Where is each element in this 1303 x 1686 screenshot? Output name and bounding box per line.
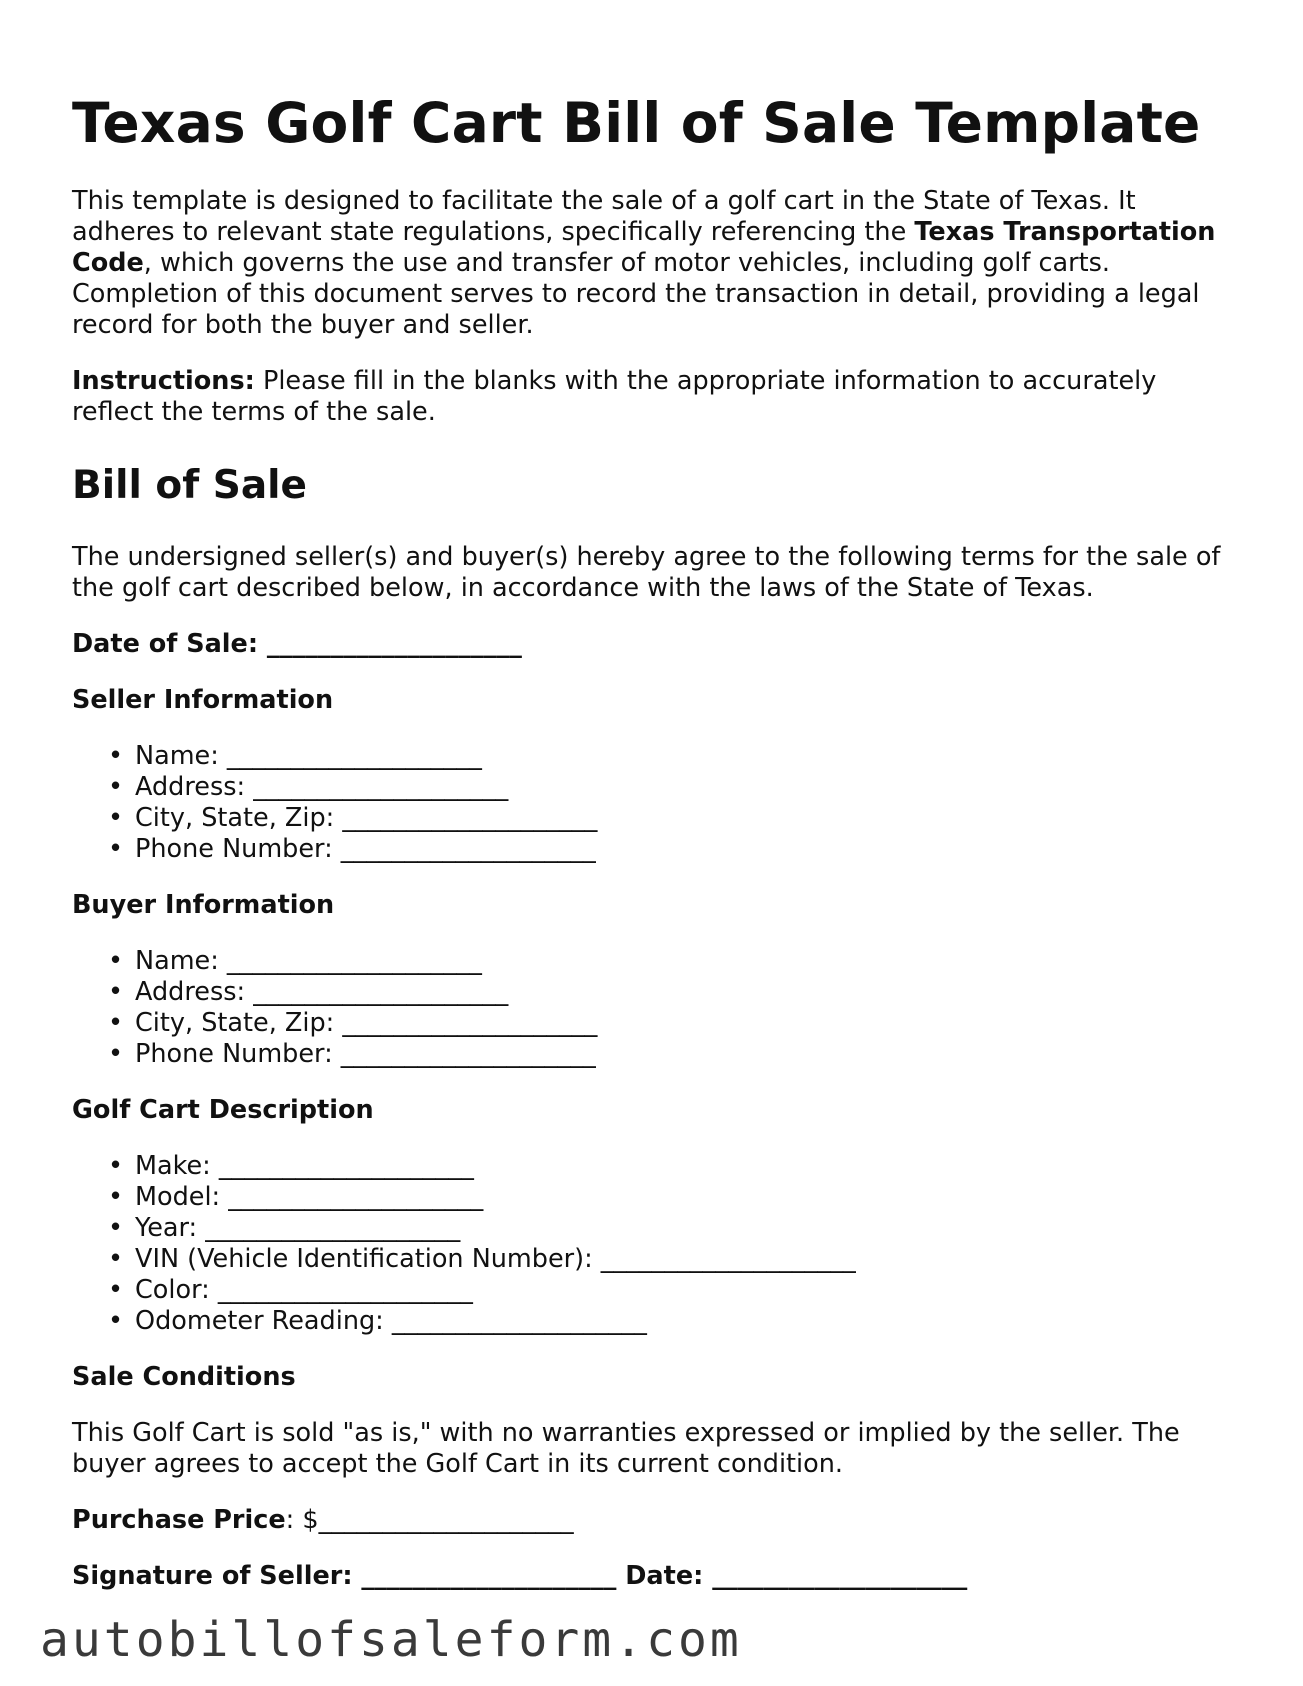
agreement-paragraph: The undersigned seller(s) and buyer(s) hereby agree to the following terms for the sale of the golf cart described below, in accordance with the laws of the State of Texas.	[72, 542, 1221, 603]
cart-vin-field: • VIN (Vehicle Identification Number): ____________________	[108, 1244, 1232, 1275]
instructions-paragraph	[72, 366, 1232, 428]
purchase-price-field	[72, 1505, 1232, 1536]
intro-bold-code: Texas Transportation Code	[72, 217, 1216, 278]
seller-phone-field: • Phone Number: ____________________	[108, 834, 1232, 865]
watermark-text: autobillofsaleform.com	[40, 1612, 742, 1668]
seller-address-field: • Address: ____________________	[108, 772, 1232, 803]
cart-odometer-field: • Odometer Reading: ____________________	[108, 1306, 1232, 1337]
cart-heading: Golf Cart Description	[72, 1095, 374, 1125]
date-of-sale-field: Date of Sale: ____________________	[72, 629, 522, 659]
buyer-name-field: • Name: ____________________	[108, 946, 1232, 977]
document-page	[72, 88, 1232, 1617]
buyer-address-field: • Address: ____________________	[108, 977, 1232, 1008]
intro-text-2: , which governs the use and transfer of motor vehicles, including golf carts. Completion of this document serves to record the transaction in detail, providing a legal record for both the buyer and seller.	[72, 248, 1200, 340]
purchase-price-blank: : $____________________	[285, 1505, 574, 1535]
seller-signature-field: Signature of Seller: ____________________ Date: ____________________	[72, 1561, 968, 1591]
seller-heading: Seller Information	[72, 685, 334, 715]
instructions-text: Please fill in the blanks with the appropriate information to accurately reflect the terms of the sale.	[72, 366, 1157, 427]
instructions-label: Instructions:	[72, 366, 255, 396]
buyer-heading: Buyer Information	[72, 890, 335, 920]
cart-model-field: • Model: ____________________	[108, 1182, 1232, 1213]
buyer-list	[72, 946, 1232, 1070]
seller-city-state-zip-field: • City, State, Zip: ____________________	[108, 803, 1232, 834]
seller-name-field: • Name: ____________________	[108, 741, 1232, 772]
bill-of-sale-heading: Bill of Sale	[72, 463, 307, 508]
cart-color-field: • Color: ____________________	[108, 1275, 1232, 1306]
seller-list	[72, 741, 1232, 865]
intro-text-1: This template is designed to facilitate the sale of a golf cart in the State of Texas. It adheres to relevant state regulations, specifically referencing the	[72, 186, 1136, 247]
cart-make-field: • Make: ____________________	[108, 1151, 1232, 1182]
buyer-city-state-zip-field: • City, State, Zip: ____________________	[108, 1008, 1232, 1039]
purchase-price-label: Purchase Price	[72, 1505, 286, 1535]
intro-paragraph	[72, 186, 1232, 341]
sale-conditions-heading: Sale Conditions	[72, 1362, 296, 1392]
cart-year-field: • Year: ____________________	[108, 1213, 1232, 1244]
page-title: Texas Golf Cart Bill of Sale Template	[72, 91, 1201, 155]
sale-conditions-text: This Golf Cart is sold "as is," with no warranties expressed or implied by the seller. The buyer agrees to accept the Golf Cart in its current condition.	[72, 1418, 1180, 1479]
cart-list	[72, 1151, 1232, 1337]
buyer-phone-field: • Phone Number: ____________________	[108, 1039, 1232, 1070]
